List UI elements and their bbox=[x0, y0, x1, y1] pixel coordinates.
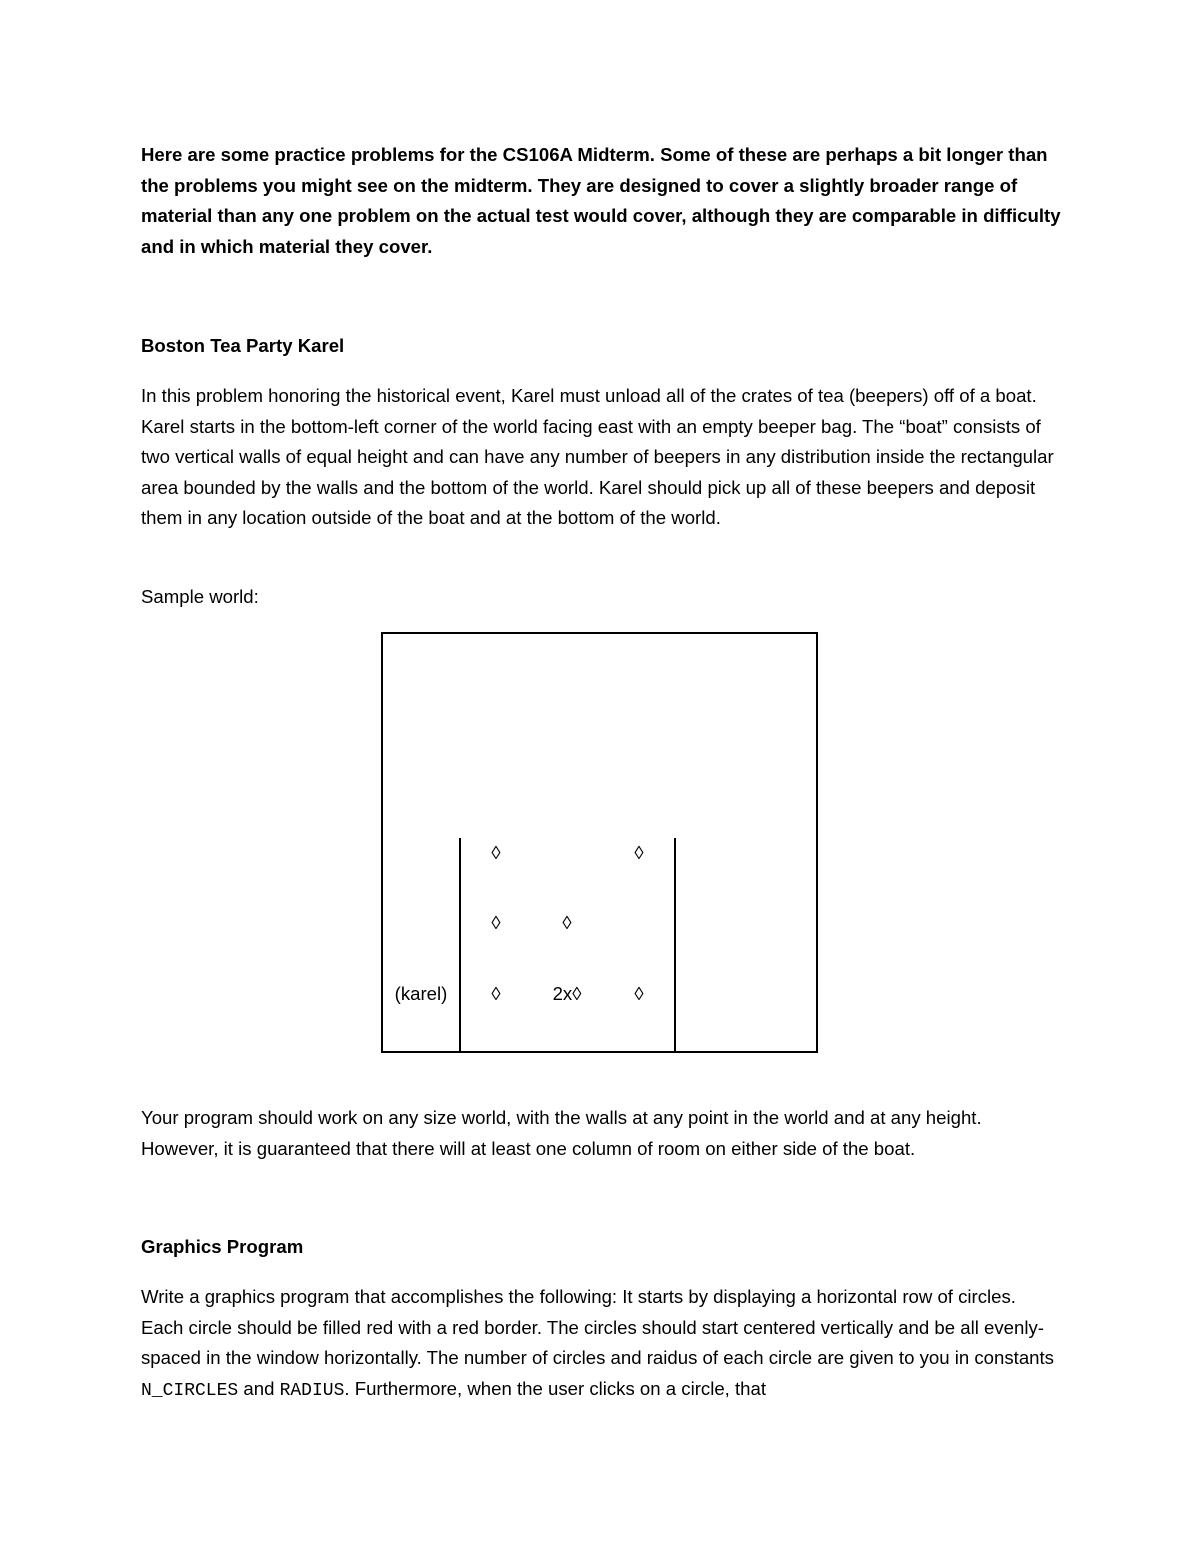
boat-left-wall bbox=[459, 838, 461, 1052]
sample-world-label: Sample world: bbox=[141, 586, 259, 607]
graphics-problem-paragraph bbox=[141, 1282, 1061, 1406]
boston-tea-party-heading: Boston Tea Party Karel bbox=[141, 335, 345, 356]
beeper: ◊ bbox=[491, 842, 501, 863]
world-requirements-paragraph: Your program should work on any size world, with the walls at any point in the world and at any height. However, it is guaranteed that there will at least one column of room on either side of the boat. bbox=[141, 1107, 982, 1159]
constant-n-circles: N_CIRCLES bbox=[141, 1380, 239, 1401]
beeper-double: 2x◊ bbox=[552, 983, 582, 1004]
constant-radius: RADIUS bbox=[279, 1380, 345, 1401]
beeper: ◊ bbox=[634, 983, 644, 1004]
boat-right-wall bbox=[674, 838, 676, 1052]
beeper: ◊ bbox=[634, 842, 644, 863]
beeper: ◊ bbox=[562, 912, 572, 933]
beeper: ◊ bbox=[491, 912, 501, 933]
karel-label: (karel) bbox=[394, 983, 448, 1004]
boston-problem-paragraph: In this problem honoring the historical event, Karel must unload all of the crates of tea (beepers) off of a boat. Karel starts in the bottom-left corner of the world facing east with an empty beeper bag. The “boat” consists of two vertical walls of equal height and can have any number of beepers in any distribution inside the rectangular area bounded by the walls and the bottom of the world. Karel should pick up all of these beepers and deposit them in any location outside of the boat and at the bottom of the world. bbox=[141, 385, 1054, 529]
beeper: ◊ bbox=[491, 983, 501, 1004]
graphics-text-part1: Write a graphics program that accomplishes the following: It starts by displaying a horizontal row of circles. Each circle should be filled red with a red border. The circles should start centered vertically and be all evenly-spaced in the window horizontally. The number of circles and raidus of each circle are given to you in constants bbox=[141, 1286, 1054, 1369]
graphics-text-and: and bbox=[238, 1377, 280, 1399]
graphics-text-part2: . Furthermore, when the user clicks on a circle, that bbox=[344, 1377, 767, 1399]
intro-paragraph: Here are some practice problems for the CS106A Midterm. Some of these are perhaps a bit longer than the problems you might see on the midterm. They are designed to cover a slightly broader range of material than any one problem on the actual test would cover, although they are comparable in difficulty and in which material they cover. bbox=[141, 144, 1061, 257]
graphics-program-heading: Graphics Program bbox=[141, 1236, 304, 1257]
